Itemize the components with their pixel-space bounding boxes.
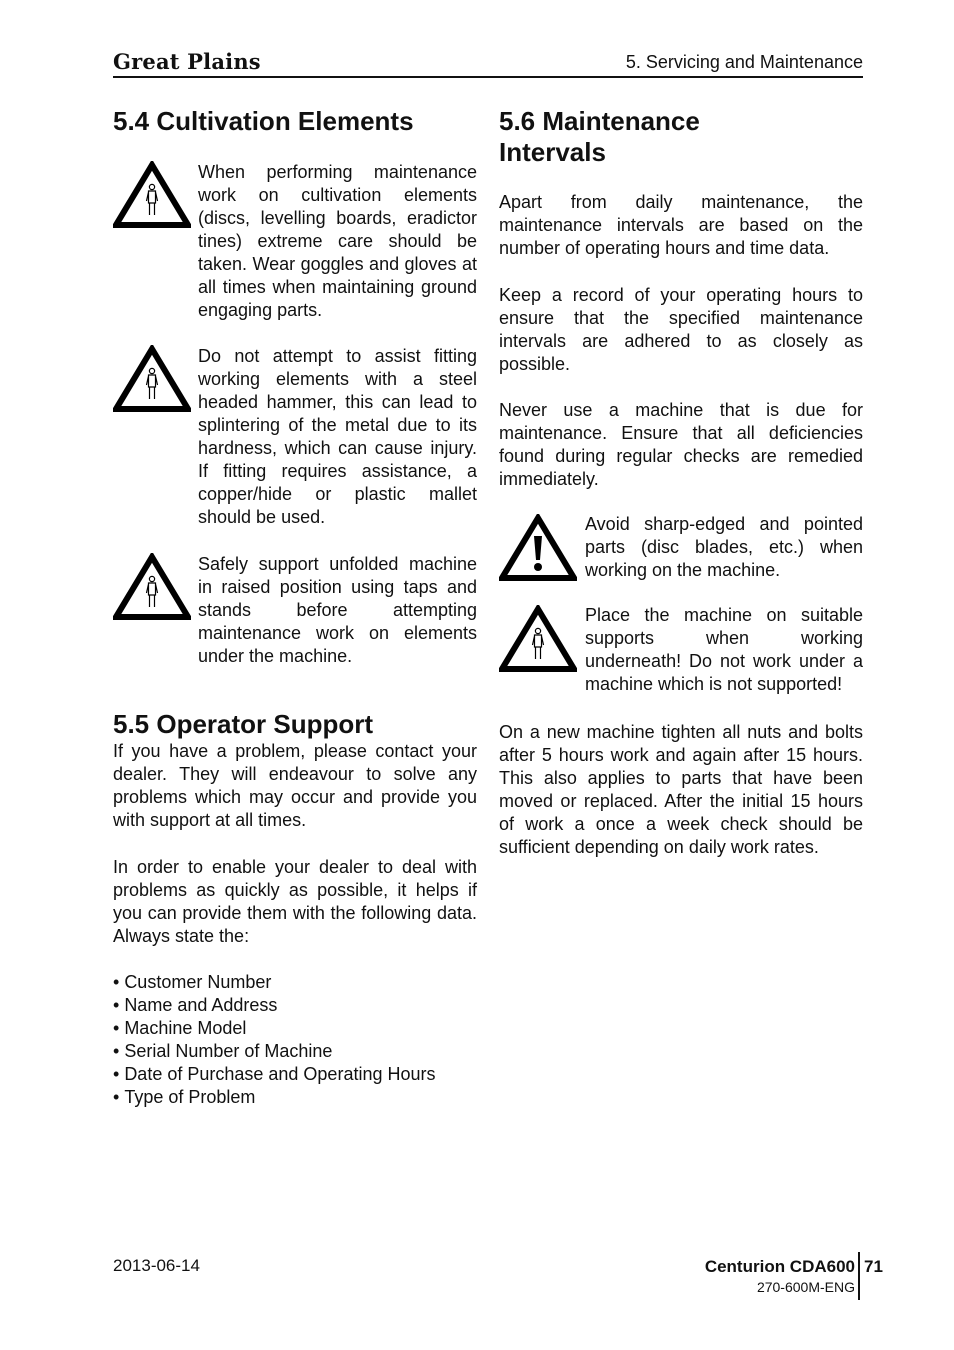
chapter-title: 5. Servicing and Maintenance <box>625 52 863 72</box>
list-item: • Machine Model <box>113 1017 436 1040</box>
page-header <box>113 48 863 78</box>
footer-doc-code: 270-600M-ENG <box>756 1279 855 1295</box>
section-5-4-heading: 5.4 Cultivation Elements <box>113 106 414 136</box>
intervals-record: Keep a record of your operating hours to ensure that the specified maintenance intervals are adhered to as closely as possible. <box>499 285 863 374</box>
person-hazard-icon <box>113 553 191 621</box>
brand-logo: Great Plains <box>113 49 261 74</box>
operator-support-data: In order to enable your dealer to deal with problems as quickly as possible, it helps if you can provide them with the following data. Always state the: <box>113 857 477 946</box>
section-5-6-heading <box>499 106 700 168</box>
person-hazard-icon <box>113 345 191 413</box>
operator-support-intro: If you have a problem, please contact your dealer. They will endeavour to solve any problems which may occur and provide you with support at all times. <box>113 741 477 830</box>
footer-date: 2013-06-14 <box>113 1256 200 1275</box>
warning-text-supports: Place the machine on suitable supports when working underneath! Do not work under a machine which is not supported! <box>585 605 863 694</box>
person-hazard-icon <box>499 605 577 673</box>
required-data-list <box>113 971 436 1109</box>
exclamation-warning-icon <box>499 514 577 582</box>
footer-divider <box>858 1252 860 1300</box>
warning-text-support: Safely support unfolded machine in raised position using taps and stands before attempting maintenance work on elements under the machine. <box>198 554 477 666</box>
list-item: • Type of Problem <box>113 1086 436 1109</box>
warning-text-sharp-edges: Avoid sharp-edged and pointed parts (disc blades, etc.) when working on the machine. <box>585 514 863 580</box>
list-item: • Serial Number of Machine <box>113 1040 436 1063</box>
person-hazard-icon <box>113 161 191 229</box>
intervals-tighten-bolts: On a new machine tighten all nuts and bolts after 5 hours work and again after 15 hours. This also applies to parts that have been moved or replaced. After the initial 15 hours of work a once a week check should be sufficient depending on daily work rates. <box>499 722 863 857</box>
section-5-5-heading: 5.5 Operator Support <box>113 709 374 739</box>
list-item: • Customer Number <box>113 971 436 994</box>
intervals-never-use: Never use a machine that is due for maintenance. Ensure that all deficiencies found during regular checks are remedied immediately. <box>499 400 863 489</box>
list-item: • Date of Purchase and Operating Hours <box>113 1063 436 1086</box>
list-item: • Name and Address <box>113 994 436 1017</box>
intervals-intro: Apart from daily maintenance, the maintenance intervals are based on the number of operating hours and time data. <box>499 192 863 258</box>
footer-model: Centurion CDA600 <box>704 1257 855 1276</box>
heading-line: Intervals <box>499 137 606 167</box>
warning-text-goggles: When performing maintenance work on cultivation elements (discs, levelling boards, eradictor tines) extreme care should be taken. Wear goggles and gloves at all times when maintaining ground engaging parts. <box>198 162 477 320</box>
page-number: 71 <box>864 1257 883 1276</box>
heading-line: 5.6 Maintenance <box>499 106 700 136</box>
warning-text-hammer: Do not attempt to assist fitting working elements with a steel headed hammer, this can lead to splintering of the metal due to its hardness, which can cause injury. If fitting requires assistance, a copper/hide or plastic mallet should be used. <box>198 346 477 527</box>
